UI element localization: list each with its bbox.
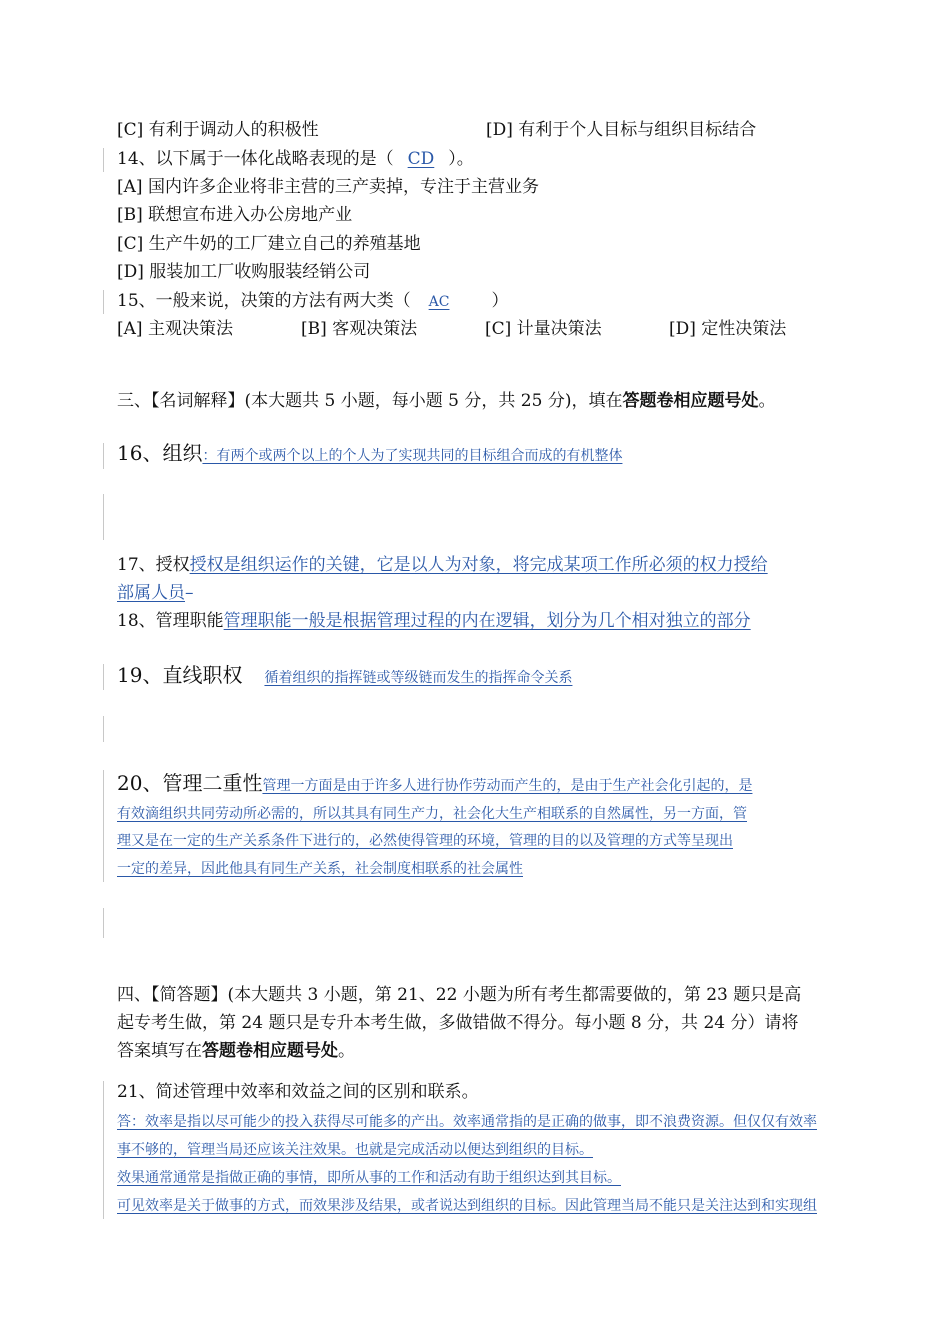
q18-label: 18、管理职能 (117, 611, 224, 631)
revision-mark (103, 908, 104, 938)
section3-heading (117, 389, 775, 413)
section4-heading-text: 答案填写在 (117, 1041, 202, 1061)
q21-answer-line3: 效果通常通常是指做正确的事情，即所从事的工作和活动有助于组织达到其目标。 (117, 1170, 621, 1186)
revision-mark (103, 443, 104, 469)
q18-item (117, 609, 751, 633)
q14-option-a: [A] 国内许多企业将非主营的三产卖掉，专注于主营业务 (117, 177, 539, 197)
q20-answer-line1: 管理一方面是由于许多人进行协作劳动而产生的，是由于生产社会化引起的，是 (262, 778, 753, 794)
revision-mark (103, 148, 104, 172)
q15-option-a: [A] 主观决策法 (117, 319, 233, 339)
section4-heading-line2: 起专考生做，第 24 题只是专升本考生做，多做错做不得分。每小题 8 分，共 24 分）请将 (117, 1013, 799, 1033)
section4-heading-line1: 四、【简答题】(本大题共 3 小题，第 21、22 小题为所有考生都需要做的，第 23 题只是高 (117, 985, 802, 1005)
q15-option-d: [D] 定性决策法 (669, 319, 787, 339)
q21-answer-line4: 可见效率是关于做事的方式，而效果涉及结果，或者说达到组织的目标。因此管理当局不能只是关注达到和实现组 (117, 1198, 817, 1214)
q15-option-b: [B] 客观决策法 (301, 319, 418, 339)
revision-mark (103, 716, 104, 742)
q15-stem-end: ） (491, 291, 509, 311)
q19-answer: 循着组织的指挥链或等级链而发生的指挥命令关系 (264, 670, 573, 686)
revision-mark (103, 1081, 104, 1219)
q20-label: 20、管理二重性 (117, 771, 263, 795)
q17-answer-line2: 部属人员 (117, 583, 185, 603)
section4-heading-end: 。 (338, 1041, 355, 1061)
q16-answer: ：有两个或两个以上的个人为了实现共同的目标组合而成的有机整体 (202, 448, 623, 464)
q18-answer: 管理职能一般是根据管理过程的内在逻辑，划分为几个相对独立的部分 (223, 611, 751, 631)
q14-stem-text: 14、以下属于一体化战略表现的是（ (117, 149, 394, 169)
q17-label: 17、授权 (117, 555, 190, 575)
revision-mark (103, 494, 104, 540)
q15-option-c: [C] 计量决策法 (485, 319, 602, 339)
q19-label: 19、直线职权 (117, 663, 243, 687)
q15-stem (117, 289, 508, 314)
q14-option-d: [D] 服装加工厂收购服装经销公司 (117, 262, 371, 282)
section3-heading-end: 。 (758, 391, 776, 411)
q14-stem-end: ）。 (448, 149, 474, 169)
section3-heading-text: 三、【名词解释】(本大题共 5 小题，每小题 5 分，共 25 分)，填在 (117, 391, 623, 411)
q17-item (117, 553, 768, 577)
q17-item-cont: 部属人员– (117, 583, 194, 603)
q17-answer-line1: 授权是组织运作的关键，它是以人为对象，将完成某项工作所必须的权力授给 (189, 555, 768, 575)
q14-stem (117, 147, 474, 171)
q20-item (117, 771, 752, 798)
q20-answer-line2: 有效滴组织共同劳动所必需的，所以其具有同生产力，社会化大生产相联系的自然属性，另一方面，管 (117, 806, 747, 822)
revision-mark (103, 664, 104, 690)
section4-heading-line3 (117, 1039, 355, 1063)
section3-heading-bold: 答题卷相应题号处 (622, 391, 759, 411)
q14-option-b: [B] 联想宣布进入办公房地产业 (117, 205, 353, 225)
q15-stem-text: 15、一般来说，决策的方法有两大类（ (117, 291, 411, 311)
q16-label: 16、组织 (117, 441, 203, 465)
q15-answer: AC (428, 294, 450, 310)
revision-mark (103, 290, 104, 314)
q13-option-c: [C] 有利于调动人的积极性 (117, 120, 319, 140)
q19-item (117, 663, 572, 690)
q20-answer-line4: 一定的差异，因此他具有同生产关系，社会制度相联系的社会属性 (117, 861, 523, 877)
q14-answer: CD (407, 149, 435, 169)
q21-answer-line2: 事不够的，管理当局还应该关注效果。也就是完成活动以便达到组织的目标。 (117, 1142, 593, 1158)
q21-stem: 21、简述管理中效率和效益之间的区别和联系。 (117, 1082, 479, 1102)
q20-answer-line3: 理又是在一定的生产关系条件下进行的，必然使得管理的环境，管理的目的以及管理的方式等呈现出 (117, 833, 733, 849)
section4-heading-bold: 答题卷相应题号处 (202, 1041, 338, 1061)
q16-item (117, 441, 622, 468)
revision-mark (103, 770, 104, 882)
q13-option-d: [D] 有利于个人目标与组织目标结合 (486, 120, 757, 140)
q14-option-c: [C] 生产牛奶的工厂建立自己的养殖基地 (117, 234, 421, 254)
q21-answer-line1: 答：效率是指以尽可能少的投入获得尽可能多的产出。效率通常指的是正确的做事，即不浪费资源。但仅仅有效率 (117, 1114, 817, 1130)
